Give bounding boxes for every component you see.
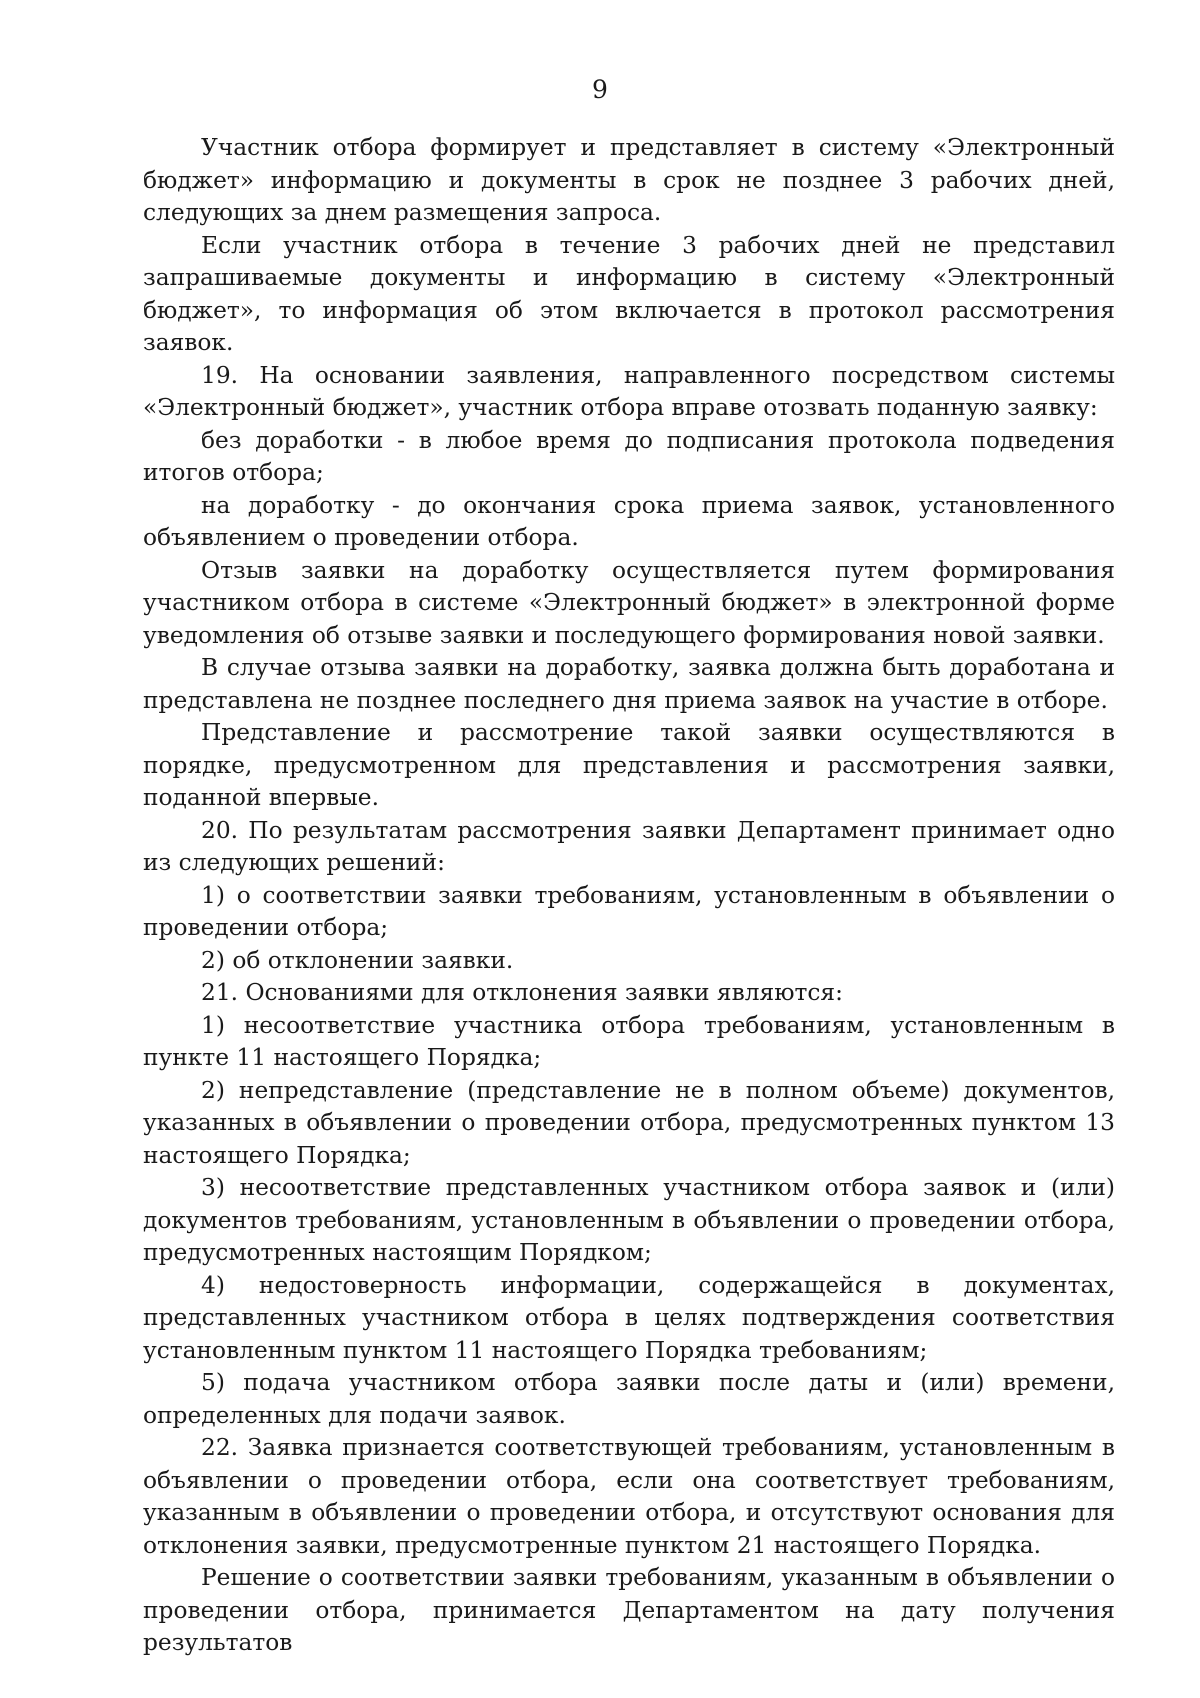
- paragraph: Участник отбора формирует и представляет в систему «Электронный бюджет» информацию и документы в срок не позднее 3 рабочих дней, следующих за днем размещения запроса.: [143, 134, 1115, 226]
- paragraph: 5) подача участником отбора заявки после даты и (или) времени, определенных для подачи заявок.: [143, 1369, 1115, 1429]
- paragraph: 2) непредставление (представление не в полном объеме) документов, указанных в объявлении о проведении отбора, предусмотренных пунктом 13 настоящего Порядка;: [143, 1076, 1115, 1169]
- paragraph: 1) несоответствие участника отбора требованиям, установленным в пункте 11 настоящего Порядка;: [143, 1011, 1115, 1071]
- paragraph: 2) об отклонении заявки.: [201, 946, 514, 974]
- paragraph: 3) несоответствие представленных участником отбора заявок и (или) документов требованиям, установленным в объявлении о проведении отбора, предусмотренных настоящим Порядком;: [143, 1174, 1115, 1266]
- page-number: 9: [592, 75, 608, 104]
- paragraph: 20. По результатам рассмотрения заявки Департамент принимает одно из следующих решений:: [143, 816, 1115, 876]
- paragraph: 4) недостоверность информации, содержащейся в документах, представленных участником отбора в целях подтверждения соответствия установленным пунктом 11 настоящего Порядка требованиям;: [143, 1271, 1115, 1364]
- paragraph: на доработку - до окончания срока приема заявок, установленного объявлением о проведении отбора.: [143, 491, 1115, 551]
- paragraph: Решение о соответствии заявки требованиям, указанным в объявлении о проведении отбора, принимается Департаментом на дату получения результатов: [143, 1564, 1115, 1656]
- paragraph: Если участник отбора в течение 3 рабочих дней не представил запрашиваемые документы и информацию в систему «Электронный бюджет», то информация об этом включается в протокол рассмотрения заявок.: [143, 231, 1115, 356]
- paragraph: 19. На основании заявления, направленного посредством системы «Электронный бюджет», участник отбора вправе отозвать поданную заявку:: [143, 361, 1115, 421]
- document-body: [143, 132, 1115, 1660]
- paragraph: 21. Основаниями для отклонения заявки являются:: [201, 979, 843, 1006]
- paragraph: Отзыв заявки на доработку осуществляется путем формирования участником отбора в системе «Электронный бюджет» в электронной форме уведомления об отзыве заявки и последующего формирования новой заявки.: [143, 556, 1115, 649]
- paragraph: 22. Заявка признается соответствующей требованиям, установленным в объявлении о проведении отбора, если она соответствует требованиям, указанным в объявлении о проведении отбора, и отсутствуют основания для отклонения заявки, предусмотренные пунктом 21 настоящего Порядка.: [143, 1434, 1115, 1559]
- paragraph: 1) о соответствии заявки требованиям, установленным в объявлении о проведении отбора;: [143, 881, 1115, 941]
- paragraph: без доработки - в любое время до подписания протокола подведения итогов отбора;: [143, 426, 1115, 486]
- paragraph: Представление и рассмотрение такой заявки осуществляются в порядке, предусмотренном для представления и рассмотрения заявки, поданной впервые.: [143, 719, 1115, 811]
- paragraph: В случае отзыва заявки на доработку, заявка должна быть доработана и представлена не позднее последнего дня приема заявок на участие в отборе.: [143, 654, 1115, 714]
